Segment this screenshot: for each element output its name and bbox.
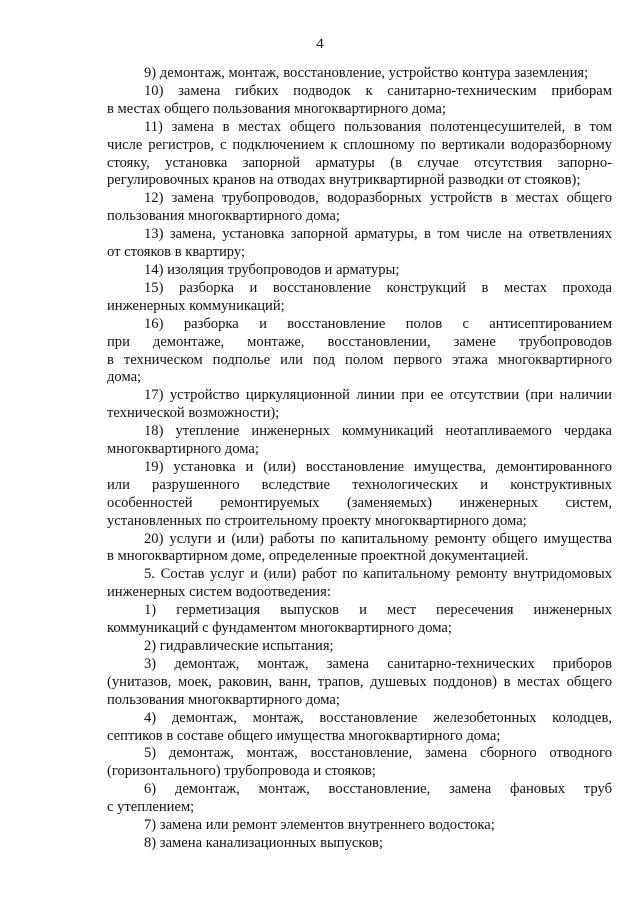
text-line: 17) устройство циркуляционной линии при ее отсутствии (при наличии [144, 387, 612, 404]
paragraph [107, 190, 612, 226]
text-line: 15) разборка и восстановление конструкций в местах прохода [144, 279, 612, 296]
text-line: 7) замена или ремонт элементов внутреннего водостока; [144, 817, 495, 834]
text-line: 13) замена, установка запорной арматуры, в том числе на ответвлениях [144, 226, 612, 243]
paragraph [107, 459, 612, 531]
text-line: установленных по строительному проекту многоквартирного дома; [107, 512, 527, 529]
paragraph [107, 638, 612, 656]
paragraph [107, 423, 612, 459]
text-line: числе регистров, с подключением к сплошному по вертикали водоразборному [107, 136, 612, 153]
paragraph [107, 262, 612, 280]
text-line: 12) замена трубопроводов, водоразборных устройств в местах общего [144, 190, 612, 207]
paragraph [107, 316, 612, 388]
text-line: при демонтаже, монтаже, восстановлении, замене трубопроводов [107, 333, 612, 350]
text-line: инженерных систем водоотведения: [107, 584, 331, 601]
text-line: коммуникаций с фундаментом многоквартирного дома; [107, 620, 452, 637]
page-number: 4 [316, 36, 324, 52]
paragraph [107, 602, 612, 638]
paragraph [107, 745, 612, 781]
paragraph [107, 710, 612, 746]
text-line: дома; [107, 369, 142, 386]
text-line: 20) услуги и (или) работы по капитальному ремонту общего имущества [144, 530, 612, 547]
text-line: септиков в составе общего имущества многоквартирного дома; [107, 727, 501, 744]
paragraph [107, 65, 612, 83]
paragraph [107, 835, 612, 853]
text-line: регулировочных кранов на отводах внутриквартирной разводки от стояков); [107, 172, 581, 189]
text-line: 3) демонтаж, монтаж, замена санитарно-технических приборов [144, 655, 612, 672]
text-line: 4) демонтаж, монтаж, восстановление железобетонных колодцев, [144, 709, 612, 726]
paragraph [107, 566, 612, 602]
paragraph [107, 387, 612, 423]
text-line: особенностей ремонтируемых (заменяемых) инженерных систем, [107, 494, 612, 511]
text-line: или разрушенного вследствие технологических и конструктивных [107, 476, 612, 493]
paragraph [107, 531, 612, 567]
text-line: в местах общего пользования многоквартирного дома; [107, 100, 446, 117]
paragraph [107, 83, 612, 119]
text-line: 1) герметизация выпусков и мест пересечения инженерных [144, 602, 612, 619]
paragraph [107, 280, 612, 316]
paragraph [107, 656, 612, 710]
text-line: 9) демонтаж, монтаж, восстановление, устройство контура заземления; [144, 65, 589, 81]
text-line: от стояков в квартиру; [107, 244, 246, 261]
text-line: 6) демонтаж, монтаж, восстановление, замена фановых труб [144, 781, 612, 798]
text-line: (горизонтального) трубопровода и стояков; [107, 763, 376, 780]
text-line: 16) разборка и восстановление полов с антисептированием [144, 315, 612, 332]
text-line: инженерных коммуникаций; [107, 297, 285, 314]
text-line: 5) демонтаж, монтаж, восстановление, замена сборного отводного [144, 745, 612, 762]
text-line: стояку, установка запорной арматуры (в случае отсутствия запорно- [107, 154, 612, 171]
paragraph [107, 817, 612, 835]
text-line: 11) замена в местах общего пользования полотенцесушителей, в том [144, 118, 612, 135]
text-line: пользования многоквартирного дома; [107, 208, 340, 225]
text-line: технической возможности); [107, 405, 280, 422]
paragraph [107, 781, 612, 817]
text-line: 18) утепление инженерных коммуникаций неотапливаемого чердака [144, 423, 612, 440]
text-line: 14) изоляция трубопроводов и арматуры; [144, 261, 400, 278]
text-line: (унитазов, моек, раковин, ванн, трапов, душевых поддонов) в местах общего [107, 673, 612, 690]
text-line: 8) замена канализационных выпусков; [144, 834, 383, 851]
text-line: в многоквартирном доме, определенные проектной документацией. [107, 548, 529, 565]
text-line: 2) гидравлические испытания; [144, 638, 334, 654]
paragraph [107, 119, 612, 191]
document-body [107, 65, 612, 853]
text-line: многоквартирного дома; [107, 441, 259, 458]
paragraph [107, 226, 612, 262]
text-line: 5. Состав услуг и (или) работ по капитальному ремонту внутридомовых [144, 566, 612, 583]
text-line: в техническом подполье или под полом первого этажа многоквартирного [107, 351, 612, 368]
text-line: с утеплением; [107, 799, 195, 816]
text-line: пользования многоквартирного дома; [107, 691, 340, 708]
text-line: 19) установка и (или) восстановление имущества, демонтированного [144, 458, 612, 475]
text-line: 10) замена гибких подводок к санитарно-техническим приборам [144, 82, 612, 99]
